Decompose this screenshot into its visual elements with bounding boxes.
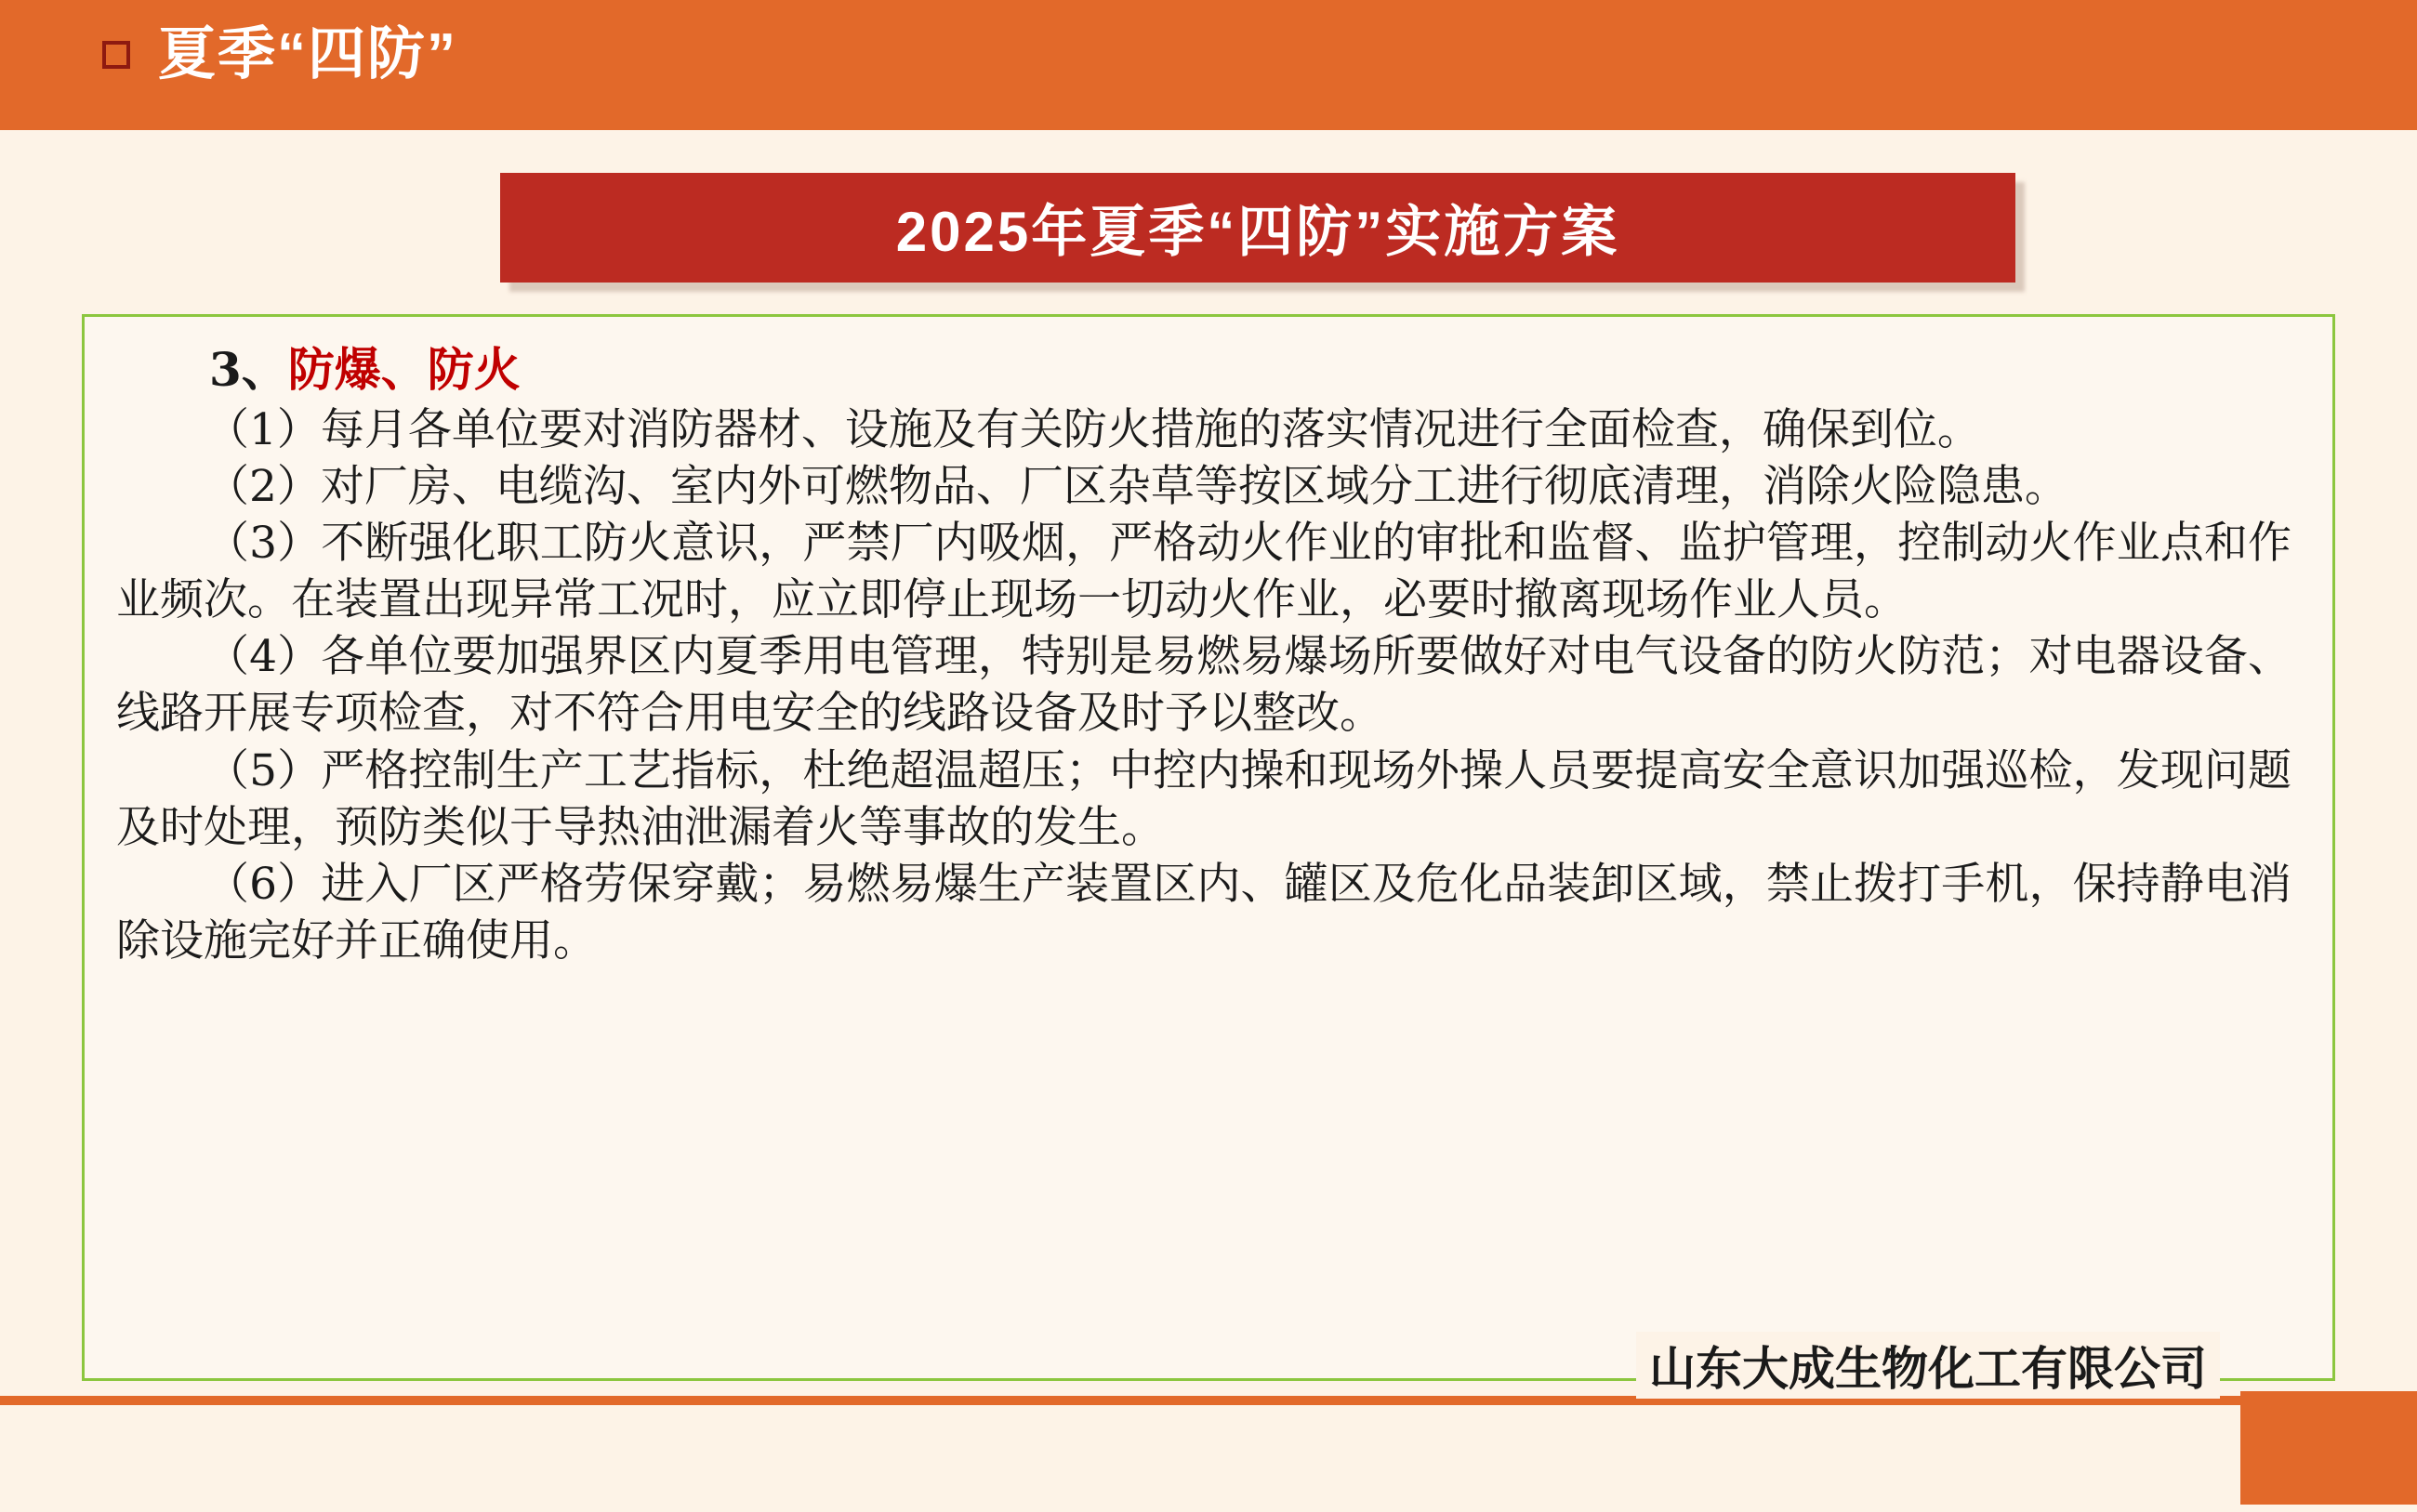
content-paragraph: （6）进入厂区严格劳保穿戴；易燃易爆生产装置区内、罐区及危化品装卸区域，禁止拨打手机，保持静电消除设施完好并正确使用。 <box>116 858 2292 966</box>
footer-corner-block <box>2240 1391 2417 1512</box>
content-box <box>82 314 2335 1381</box>
section-number: 3、 <box>209 342 288 397</box>
content-paragraph: （2）对厂房、电缆沟、室内外可燃物品、厂区杂草等按区域分工进行彻底清理，消除火险隐患。 <box>205 461 2068 513</box>
section-heading <box>116 339 2292 400</box>
banner <box>500 173 2015 283</box>
content-paragraph: （4）各单位要加强界区内夏季用电管理，特别是易燃易爆场所要做好对电气设备的防火防范；对电器设备、线路开展专项检查，对不符合用电安全的线路设备及时予以整改。 <box>116 631 2292 740</box>
banner-title: 2025年夏季“四防”实施方案 <box>895 201 1620 263</box>
footer-bottom-strip <box>0 1505 2417 1512</box>
page-title-row <box>102 22 458 86</box>
header-underline-strip <box>0 130 2417 147</box>
content-paragraph: （3）不断强化职工防火意识，严禁厂内吸烟，严格动火作业的审批和监督、监护管理，控制动火作业点和作业频次。在装置出现异常工况时，应立即停止现场一切动火作业，必要时撤离现场作业人员。 <box>116 518 2292 626</box>
section-title: 防爆、防火 <box>287 342 521 397</box>
content-paragraph: （5）严格控制生产工艺指标，杜绝超温超压；中控内操和现场外操人员要提高安全意识加强巡检，发现问题及时处理，预防类似于导热油泄漏着火等事故的发生。 <box>116 744 2292 853</box>
content-paragraph: （1）每月各单位要对消防器材、设施及有关防火措施的落实情况进行全面检查，确保到位。 <box>205 404 1981 455</box>
page-title: 夏季“四防” <box>158 22 458 86</box>
content-body <box>116 339 2292 969</box>
square-bullet-icon <box>102 41 130 69</box>
footer-company-name: 山东大成生物化工有限公司 <box>1636 1332 2220 1399</box>
